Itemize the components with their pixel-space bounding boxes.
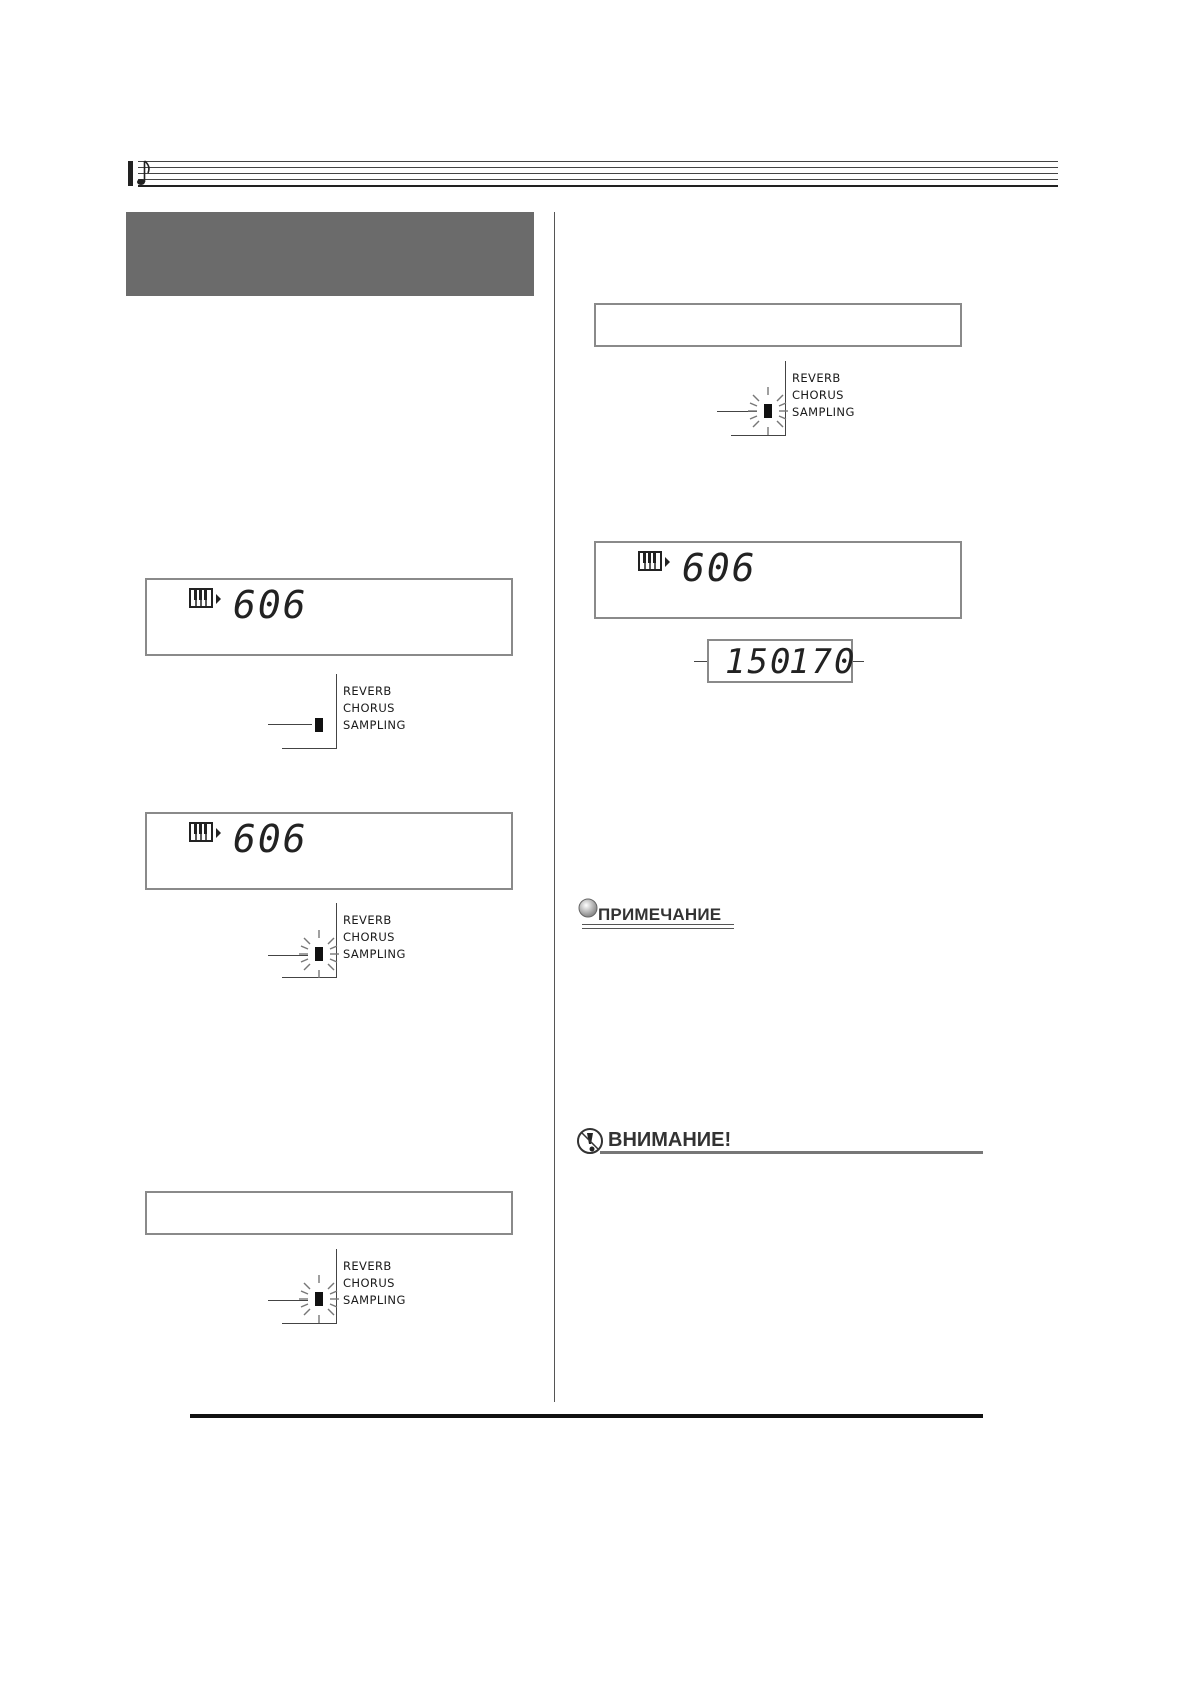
tone-number: 606 (233, 817, 308, 861)
stave-line (138, 185, 1058, 187)
music-note-icon (136, 158, 154, 188)
range-box (707, 639, 857, 683)
chorus-label: CHORUS (343, 701, 395, 715)
sampling-indicator-block (764, 404, 772, 418)
keyboard-icon (638, 551, 672, 573)
tone-number: 606 (233, 583, 308, 627)
note-label: ПРИМЕЧАНИЕ (598, 905, 722, 924)
indicator-vertical-line (336, 674, 337, 749)
lcd-display (594, 303, 962, 347)
sampling-label: SAMPLING (343, 718, 406, 732)
sampling-indicator-block (315, 1292, 323, 1306)
reverb-label: REVERB (343, 913, 392, 927)
reverb-label: REVERB (343, 1259, 392, 1273)
reverb-label: REVERB (792, 371, 841, 385)
indicator-base-line (282, 748, 337, 749)
stave-bar (128, 161, 133, 186)
sampling-indicator-block (315, 947, 323, 961)
warning-label: ВНИМАНИЕ! (608, 1129, 732, 1151)
stave-line (138, 179, 1058, 180)
sampling-label: SAMPLING (343, 947, 406, 961)
lcd-display (145, 1191, 513, 1235)
range-high: 170 (789, 642, 857, 682)
stave-line (138, 161, 1058, 162)
lcd-display (594, 541, 962, 619)
lcd-display (145, 812, 513, 890)
sampling-indicator-block (315, 718, 323, 732)
chorus-label: CHORUS (343, 1276, 395, 1290)
pointer-line (268, 724, 312, 725)
range-pointer-left (694, 661, 708, 662)
stave-line (138, 173, 1058, 174)
chorus-label: CHORUS (343, 930, 395, 944)
stave-line (138, 167, 1058, 168)
range-low: 150 (725, 642, 793, 682)
section-heading-bar (126, 212, 534, 296)
tone-number: 606 (682, 546, 757, 590)
keyboard-icon (189, 822, 223, 844)
column-divider (554, 212, 555, 1402)
keyboard-icon (189, 588, 223, 610)
warning-rule (600, 1151, 983, 1154)
sampling-label: SAMPLING (792, 405, 855, 419)
sampling-label: SAMPLING (343, 1293, 406, 1307)
lcd-display (145, 578, 513, 656)
reverb-label: REVERB (343, 684, 392, 698)
footer-rule (190, 1414, 983, 1418)
chorus-label: CHORUS (792, 388, 844, 402)
note-bulb-icon (577, 897, 599, 919)
